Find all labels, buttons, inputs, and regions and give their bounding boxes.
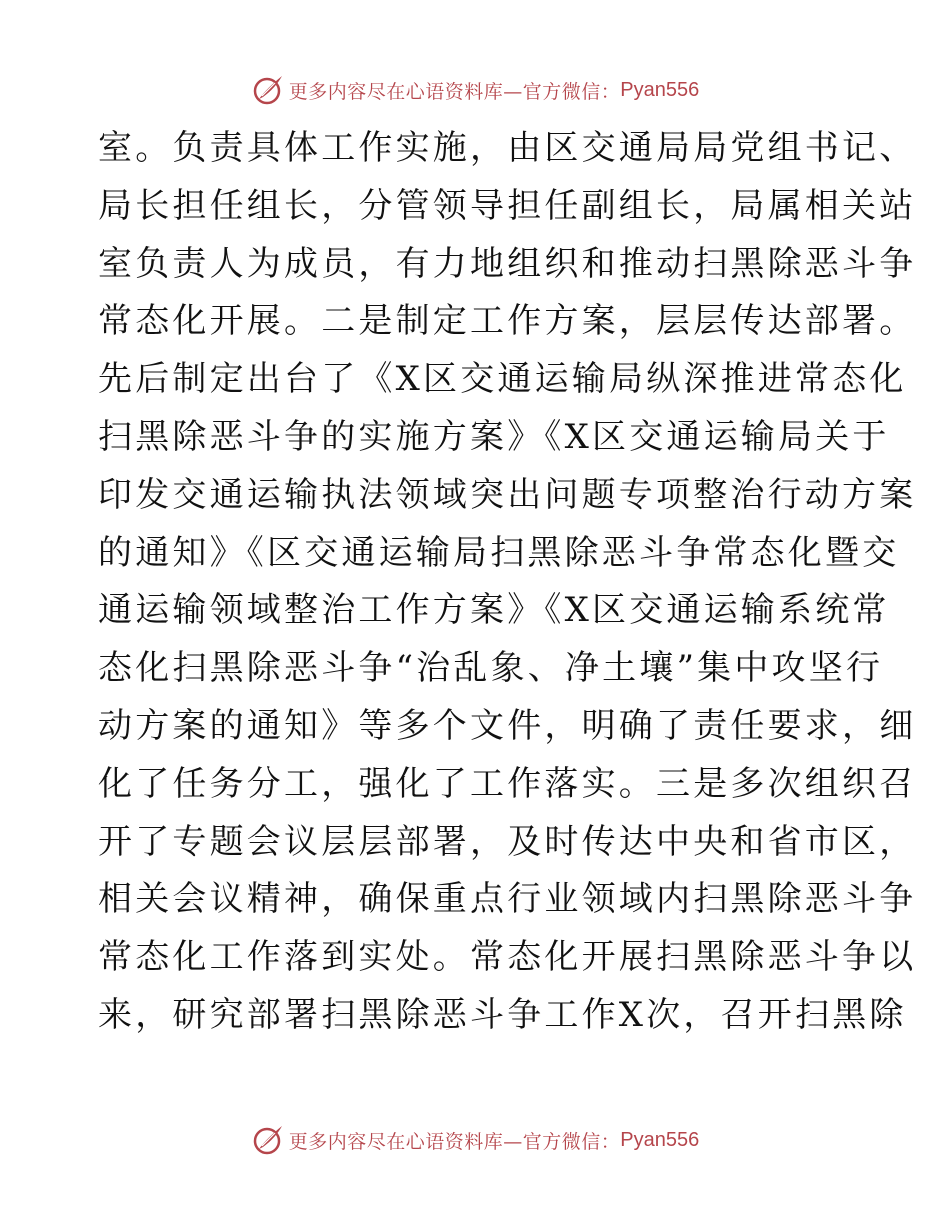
body-line: 开了专题会议层层部署，及时传达中央和省市区， [98, 821, 917, 862]
body-line: 常态化工作落到实处。常态化开展扫黑除恶斗争以 [98, 937, 917, 978]
body-line: 扫黑除恶斗争的实施方案》《X区交通运输局关于 [98, 416, 890, 457]
watermark-account-label: 官方微信： [522, 80, 621, 103]
body-line: 来，研究部署扫黑除恶斗争工作X次，召开扫黑除 [98, 994, 907, 1035]
body-line: 室。负责具体工作实施，由区交通局局党组书记、 [98, 128, 917, 168]
body-line: 相关会议精神，确保重点行业领域内扫黑除恶斗争 [98, 879, 917, 920]
body-line: 先后制定出台了《X区交通运输局纵深推进常态化 [98, 359, 907, 400]
quill-logo-icon [251, 73, 285, 107]
body-line: 态化扫黑除恶斗争“治乱象、净土壤”集中攻坚行 [98, 648, 884, 689]
header-watermark [0, 70, 950, 110]
watermark-main-text: 更多内容尽在心语资料库— [288, 1130, 523, 1153]
document-body [98, 120, 917, 1045]
footer-watermark [0, 1120, 950, 1160]
body-line: 室负责人为成员，有力地组织和推动扫黑除恶斗争 [98, 243, 917, 284]
body-line: 化了任务分工，强化了工作落实。三是多次组织召 [98, 763, 917, 804]
body-line: 局长担任组长，分管领导担任副组长，局属相关站 [98, 185, 917, 226]
body-line: 通运输领域整治工作方案》《X区交通运输系统常 [98, 590, 890, 631]
body-line: 的通知》《区交通运输局扫黑除恶斗争常态化暨交 [98, 532, 900, 573]
quill-logo-icon [251, 1123, 285, 1157]
watermark-main-text: 更多内容尽在心语资料库— [288, 80, 523, 103]
body-line: 动方案的通知》等多个文件，明确了责任要求，细 [98, 705, 917, 746]
body-line: 常态化开展。二是制定工作方案，层层传达部署。 [98, 301, 917, 342]
body-line: 印发交通运输执法领域突出问题专项整治行动方案 [98, 474, 917, 515]
watermark-account: Pyan556 [620, 1128, 700, 1151]
watermark-account: Pyan556 [620, 78, 700, 101]
watermark-account-label: 官方微信： [522, 1130, 621, 1153]
